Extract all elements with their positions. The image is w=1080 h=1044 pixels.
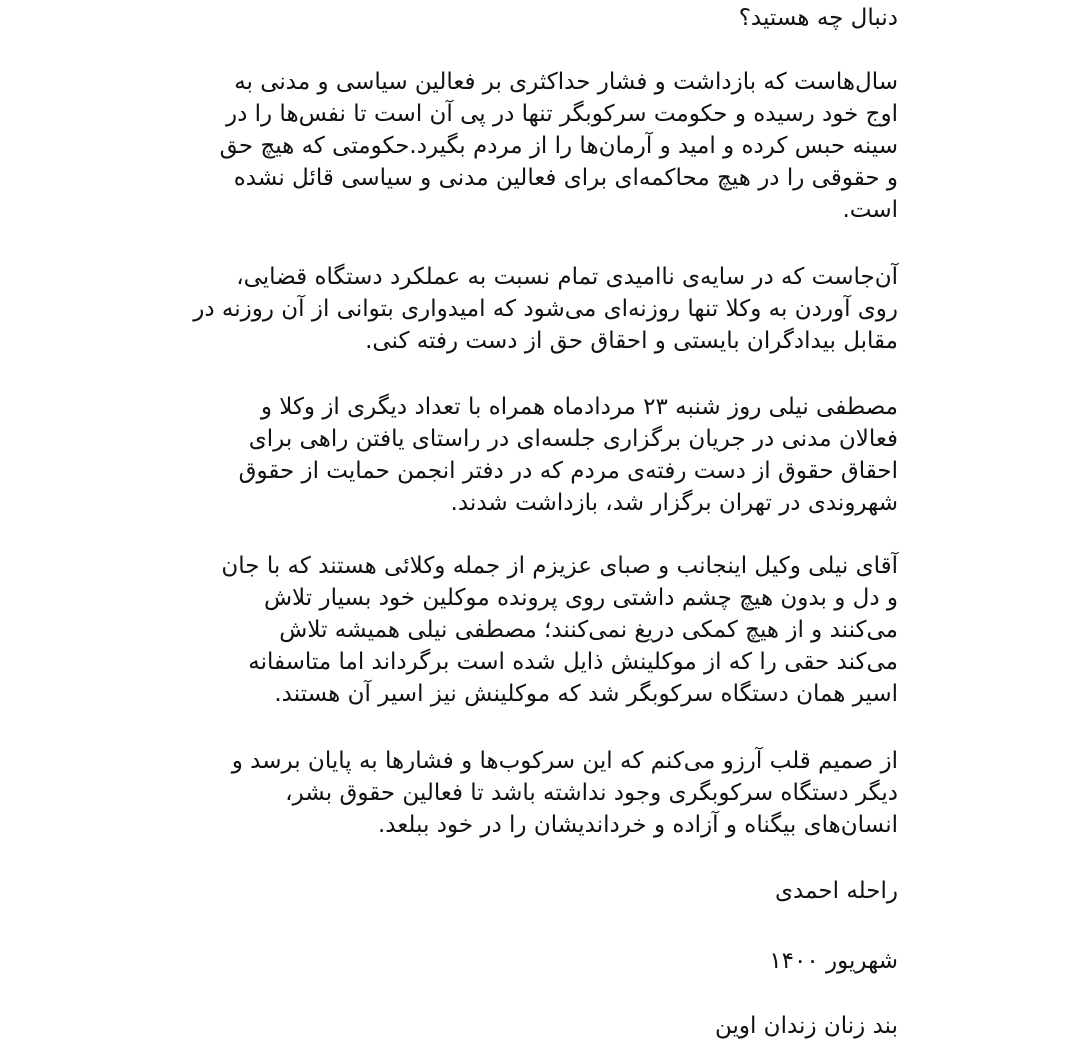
paragraph-line: شهروندی در تهران برگزار شد، بازداشت شدند. [450, 490, 898, 516]
paragraph-line: احقاق حقوق از دست رفته‌ی مردم که در دفتر انجمن حمایت از حقوق [238, 458, 898, 484]
signature-date: شهریور ۱۴۰۰ [769, 948, 898, 974]
paragraph-line: است. [842, 197, 898, 223]
paragraph-line: و دل و بدون هیچ چشم داشتی روی پرونده موکلین خود بسیار تلاش [263, 585, 898, 611]
paragraph-line: آن‌جاست که در سایه‌ی ناامیدی تمام نسبت به عملکرد دستگاه قضایی، [236, 264, 898, 290]
letter-heading: دنبال چه هستید؟ [738, 5, 898, 31]
paragraph-line: آقای نیلی وکیل اینجانب و صبای عزیزم از جمله وکلائی هستند که با جان [221, 553, 898, 579]
paragraph-3 [176, 391, 898, 519]
paragraph-line: مصطفی نیلی روز شنبه ۲۳ مردادماه همراه با تعداد دیگری از وکلا و [260, 394, 898, 420]
signature-place: بند زنان زندان اوین [714, 1013, 898, 1039]
paragraph-line: سال‌هاست که بازداشت و فشار حداکثری بر فعالین سیاسی و مدنی به [234, 69, 898, 95]
signature-name: راحله احمدی [775, 878, 898, 904]
paragraph-line: و حقوقی را در هیچ محاکمه‌ای برای فعالین مدنی و سیاسی قائل نشده [233, 165, 898, 191]
paragraph-line: مقابل بیدادگران بایستی و احقاق حق از دست رفته کنی. [365, 328, 898, 354]
paragraph-line: اوج خود رسیده و حکومت سرکوبگر تنها در پی آن است تا نفس‌ها را در [225, 101, 898, 127]
paragraph-line: روی آوردن به وکلا تنها روزنه‌ای می‌شود که امیدواری بتوانی از آن روزنه در [193, 296, 898, 322]
paragraph-4 [176, 550, 898, 710]
paragraph-1 [176, 66, 898, 226]
paragraph-line: فعالان مدنی در جریان برگزاری جلسه‌ای در راستای یافتن راهی برای [248, 426, 898, 452]
paragraph-line: از صمیم قلب آرزو می‌کنم که این سرکوب‌ها و فشارها به پایان برسد و [231, 748, 898, 774]
paragraph-line: می‌کنند و از هیچ کمکی دریغ نمی‌کنند؛ مصطفی نیلی همیشه تلاش [279, 617, 898, 643]
paragraph-5 [176, 745, 898, 841]
paragraph-line: اسیر همان دستگاه سرکوبگر شد که موکلینش نیز اسیر آن هستند. [274, 681, 898, 707]
paragraph-line: دیگر دستگاه سرکوبگری وجود نداشته باشد تا فعالین حقوق بشر، [285, 780, 898, 806]
paragraph-line: می‌کند حقی را که از موکلینش ذایل شده است برگرداند اما متاسفانه [248, 649, 898, 675]
paragraph-line: انسان‌های بیگناه و آزاده و خرداندیشان را در خود ببلعد. [377, 812, 898, 838]
paragraph-line: سینه حبس کرده و امید و آرمان‌ها را از مردم بگیرد.حکومتی که هیچ حق [219, 133, 898, 159]
paragraph-2 [176, 261, 898, 357]
